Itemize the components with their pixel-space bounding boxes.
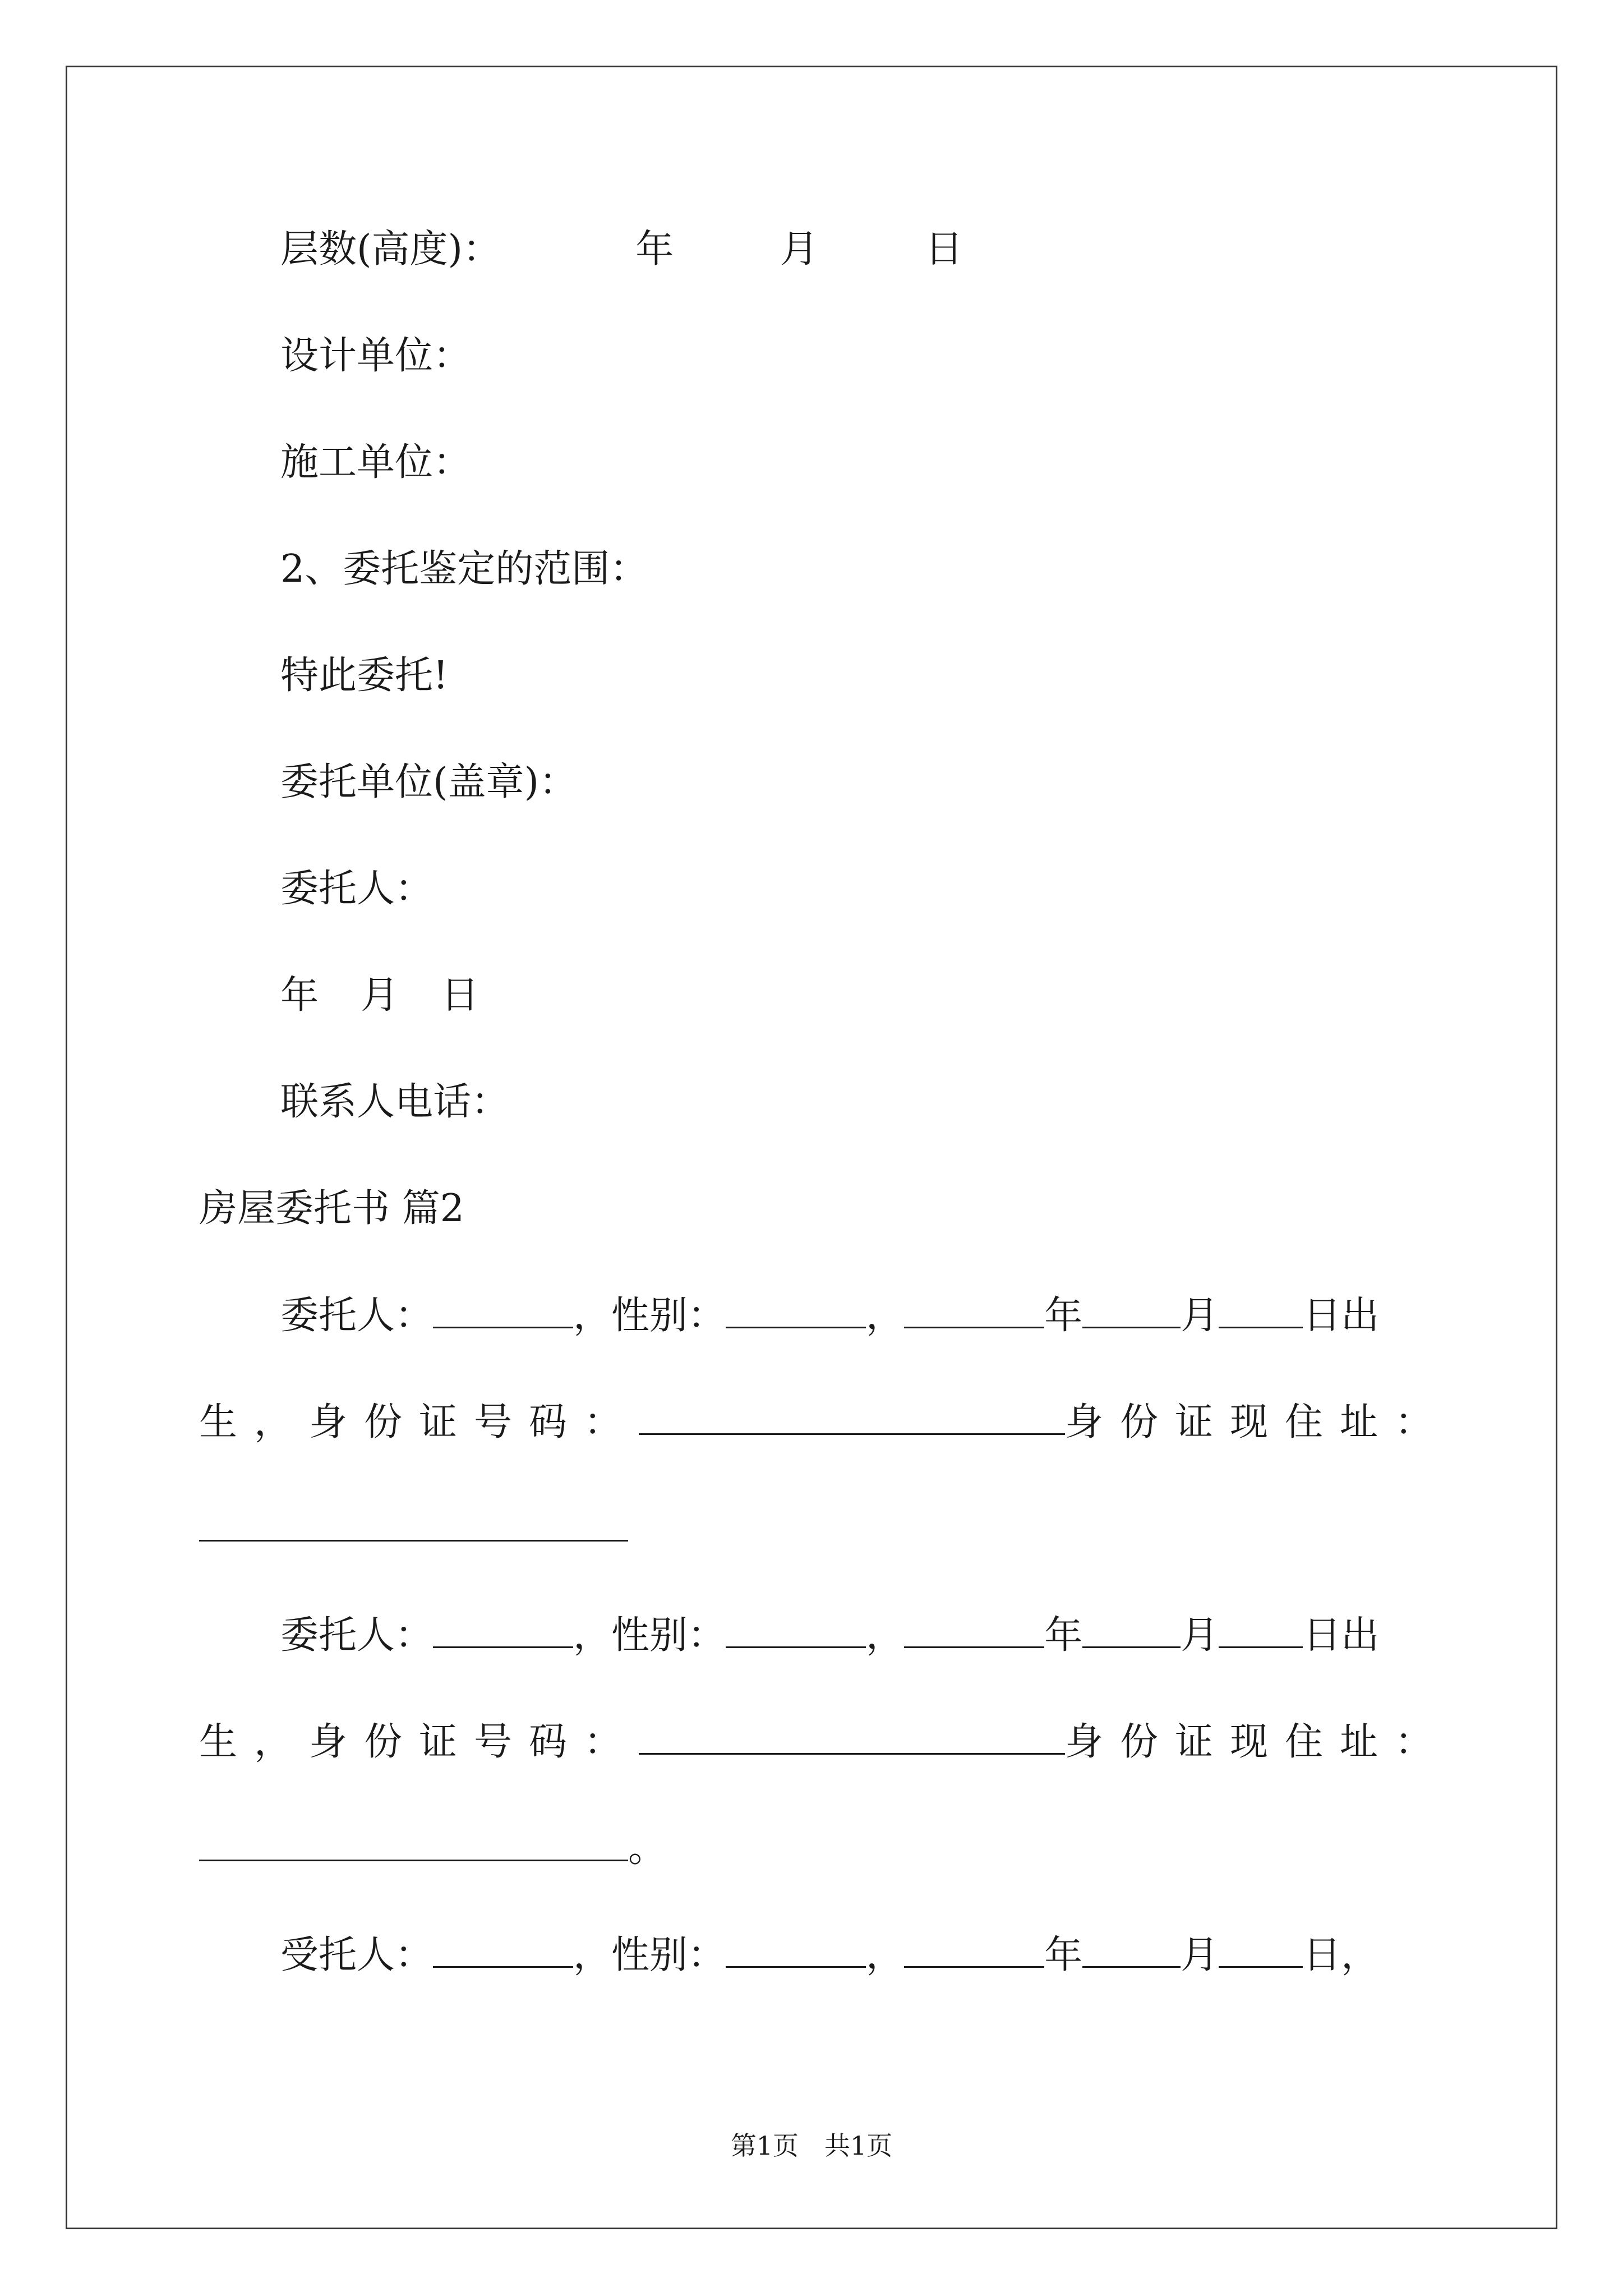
- floors-label: 层数(高度)：: [280, 227, 501, 272]
- principal-1-address-line: [199, 1506, 628, 1552]
- year-blank: [904, 1293, 1044, 1328]
- id-blank: [639, 1719, 1065, 1755]
- address-blank: [199, 1506, 628, 1542]
- gender-blank: [726, 1932, 866, 1968]
- gender-blank: [726, 1293, 866, 1328]
- gender-blank: [726, 1613, 866, 1648]
- address-blank: [199, 1826, 628, 1861]
- client-unit-line: 委托单位(盖章)：: [280, 760, 578, 804]
- year-blank: [904, 1932, 1044, 1968]
- month-blank: [1082, 1613, 1181, 1648]
- day-blank: [1219, 1293, 1303, 1328]
- agent-line: 受托人： ，性别： ， 年 月 日，: [280, 1933, 1380, 1977]
- date-line: [280, 973, 479, 1018]
- id-blank: [639, 1400, 1065, 1435]
- month-blank: [1082, 1932, 1181, 1968]
- hereby-line: 特此委托!: [280, 654, 449, 698]
- name-blank: [433, 1613, 573, 1648]
- month-label: 月: [780, 227, 819, 272]
- page-border: [66, 66, 1557, 2229]
- principal-2-line: 委托人： ，性别： ， 年 月 日出: [280, 1613, 1380, 1658]
- contact-phone-line: 联系人电话：: [280, 1080, 510, 1124]
- year-blank: [904, 1613, 1044, 1648]
- page-footer: 第1页 共1页: [730, 2131, 893, 2161]
- design-unit-line: 设计单位：: [280, 334, 472, 378]
- section-heading: 房屋委托书 篇2: [199, 1186, 464, 1231]
- name-blank: [433, 1293, 573, 1328]
- scope-line: 2、委托鉴定的范围：: [280, 547, 648, 591]
- day-label: 日: [925, 227, 963, 272]
- principal-1-line: 委托人： ，性别： ， 年 月 日出: [280, 1294, 1380, 1338]
- name-blank: [433, 1932, 573, 1968]
- floors-line: [280, 227, 963, 272]
- date-year: 年: [280, 973, 319, 1018]
- principal-2-id-line: 生，身份证号码： 身份证现住址：: [199, 1720, 1450, 1764]
- day-blank: [1219, 1613, 1303, 1648]
- principal-2-address-line: 。: [199, 1826, 666, 1871]
- day-blank: [1219, 1932, 1303, 1968]
- year-label: 年: [635, 227, 674, 272]
- principal-1-id-line: 生，身份证号码： 身份证现住址：: [199, 1400, 1450, 1444]
- client-line: 委托人：: [280, 867, 434, 911]
- construction-unit-line: 施工单位：: [280, 440, 472, 485]
- date-day: 日: [441, 973, 479, 1018]
- date-month: 月: [361, 973, 399, 1018]
- month-blank: [1082, 1293, 1181, 1328]
